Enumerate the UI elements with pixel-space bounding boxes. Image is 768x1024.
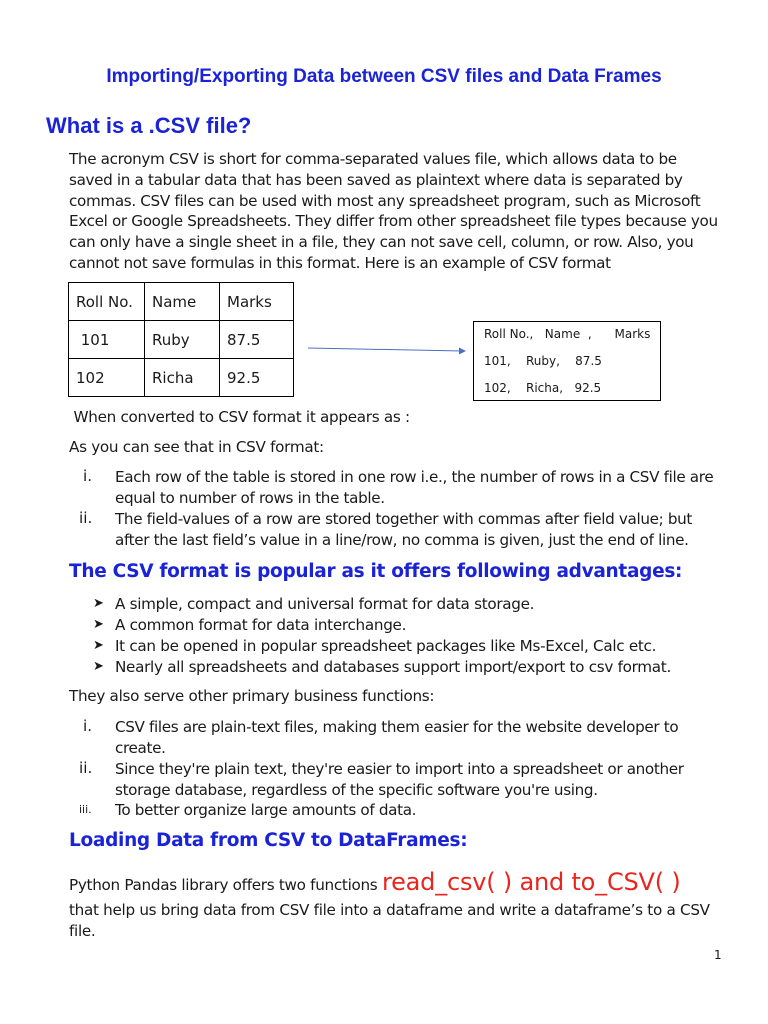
- paragraph-line: can only have a single sheet in a file, they can not save cell, column, or row. Also, you: [69, 233, 694, 252]
- csv-format-box: [473, 321, 661, 401]
- table-cell: 87.5: [220, 321, 294, 359]
- list-number: ii.: [79, 759, 93, 777]
- table-header-cell: Marks: [220, 283, 294, 321]
- function-names: read_csv( ) and to_CSV( ): [381, 868, 681, 896]
- also-serve-text: They also serve other primary business functions:: [69, 687, 435, 705]
- paragraph-line: saved in a tabular data that has been saved as plaintext where data is separated by: [69, 170, 683, 189]
- table-header-cell: Roll No.: [69, 283, 145, 321]
- table-row: [69, 359, 294, 397]
- list-item: [115, 717, 678, 759]
- table-cell: 102: [69, 359, 145, 397]
- intro-paragraph: [69, 149, 729, 274]
- list-item: [115, 467, 713, 509]
- paragraph-line: The acronym CSV is short for comma-separated values file, which allows data to be: [69, 150, 677, 168]
- paragraph-line: commas. CSV files can be used with most any spreadsheet program, such as Microsoft: [69, 191, 701, 210]
- arrowhead-bullet-icon: ➤: [93, 659, 104, 674]
- csv-line: Roll No., Name , Marks: [484, 327, 651, 341]
- table-cell: Ruby: [145, 321, 220, 359]
- paragraph-line: cannot not save formulas in this format. Here is an example of CSV format: [69, 253, 611, 272]
- list-item-line: To better organize large amounts of data.: [115, 801, 417, 819]
- table-cell: 92.5: [220, 359, 294, 397]
- csv-line: 102, Richa, 92.5: [484, 381, 602, 395]
- list-item-line: Since they're plain text, they're easier to import into a spreadsheet or another: [115, 760, 684, 778]
- functions-intro-text: Python Pandas library offers two functions: [69, 876, 382, 894]
- list-item-line: The field-values of a row are stored together with commas after field value; but: [115, 510, 693, 528]
- list-item-line: Each row of the table is stored in one row i.e., the number of rows in a CSV file are: [115, 468, 714, 486]
- table-row: [69, 321, 294, 359]
- section-heading-loading-data: Loading Data from CSV to DataFrames:: [69, 830, 468, 851]
- list-item: [115, 800, 416, 821]
- list-item-line: CSV files are plain-text files, making them easier for the website developer to: [115, 718, 679, 736]
- page-title: Importing/Exporting Data between CSV files and Data Frames: [106, 66, 662, 87]
- list-number: iii.: [79, 803, 92, 816]
- list-item-line: create.: [115, 738, 166, 757]
- table-cell: Richa: [145, 359, 220, 397]
- arrowhead-bullet-icon: ➤: [93, 617, 104, 632]
- list-item-line: after the last field’s value in a line/row, no comma is given, just the end of line.: [115, 530, 689, 549]
- functions-line: [69, 868, 681, 896]
- arrowhead-bullet-icon: ➤: [93, 638, 104, 653]
- table-cell: 101: [69, 321, 145, 359]
- list-number: ii.: [79, 509, 93, 527]
- bullet-item: A simple, compact and universal format for data storage.: [115, 595, 535, 613]
- csv-line: 101, Ruby, 87.5: [484, 354, 602, 368]
- arrow-icon: [306, 340, 470, 358]
- list-number: i.: [83, 467, 93, 485]
- section-heading-csv-file: What is a .CSV file?: [46, 113, 252, 138]
- page-number: 1: [714, 948, 722, 962]
- bullet-item: A common format for data interchange.: [115, 616, 407, 634]
- list-item-line: equal to number of rows in the table.: [115, 488, 385, 507]
- bullet-item: It can be opened in popular spreadsheet packages like Ms-Excel, Calc etc.: [115, 637, 657, 655]
- as-you-see-text: As you can see that in CSV format:: [69, 438, 324, 456]
- functions-description-end: file.: [69, 922, 96, 940]
- arrowhead-bullet-icon: ➤: [93, 596, 104, 611]
- list-item-line: storage database, regardless of the specific software you're using.: [115, 780, 598, 799]
- list-number: i.: [83, 717, 93, 735]
- example-table: [68, 282, 294, 397]
- list-item: [115, 759, 684, 801]
- table-header-cell: Name: [145, 283, 220, 321]
- list-item: [115, 509, 692, 551]
- section-heading-advantages: The CSV format is popular as it offers following advantages:: [69, 561, 683, 582]
- functions-description: that help us bring data from CSV file into a dataframe and write a dataframe’s to a CSV: [69, 901, 710, 919]
- converted-caption: When converted to CSV format it appears as :: [69, 408, 410, 426]
- table-header-row: [69, 283, 294, 321]
- paragraph-line: Excel or Google Spreadsheets. They differ from other spreadsheet file types because you: [69, 212, 718, 231]
- bullet-item: Nearly all spreadsheets and databases support import/export to csv format.: [115, 658, 671, 676]
